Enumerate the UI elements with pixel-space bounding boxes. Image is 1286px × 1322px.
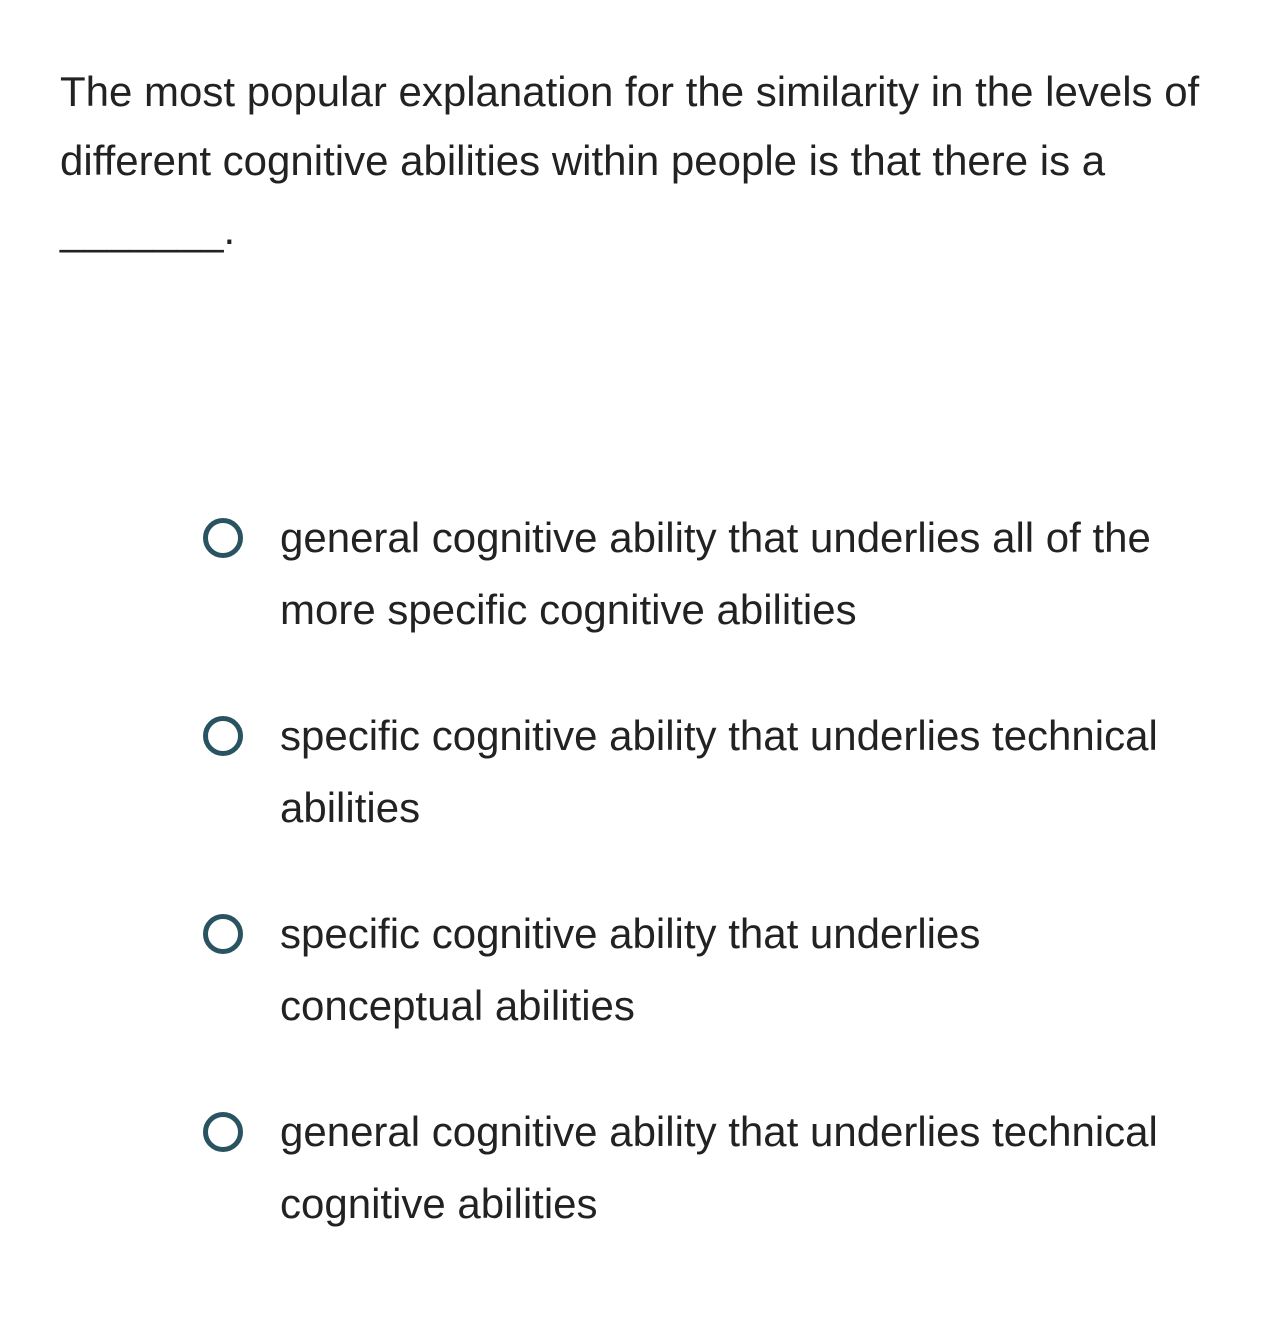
answer-option-label: general cognitive ability that underlies technical cognitive abilities [280,1108,1158,1227]
answer-option-3[interactable] [200,898,1180,1042]
radio-unchecked-icon[interactable] [203,914,243,954]
radio-unchecked-icon[interactable] [203,1112,243,1152]
answer-option-2[interactable] [200,700,1180,844]
answer-option-4[interactable] [200,1096,1180,1240]
answer-option-label: specific cognitive ability that underlies technical abilities [280,712,1158,831]
answer-option-label: general cognitive ability that underlies all of the more specific cognitive abilities [280,514,1151,633]
answer-option-label: specific cognitive ability that underlies conceptual abilities [280,910,981,1029]
answer-option-1[interactable] [200,502,1180,646]
answer-options [200,502,1180,1294]
question-text: The most popular explanation for the similarity in the levels of different cognitive abilities within people is that there is a _______. [60,68,1200,253]
radio-unchecked-icon[interactable] [203,518,243,558]
radio-unchecked-icon[interactable] [203,716,243,756]
